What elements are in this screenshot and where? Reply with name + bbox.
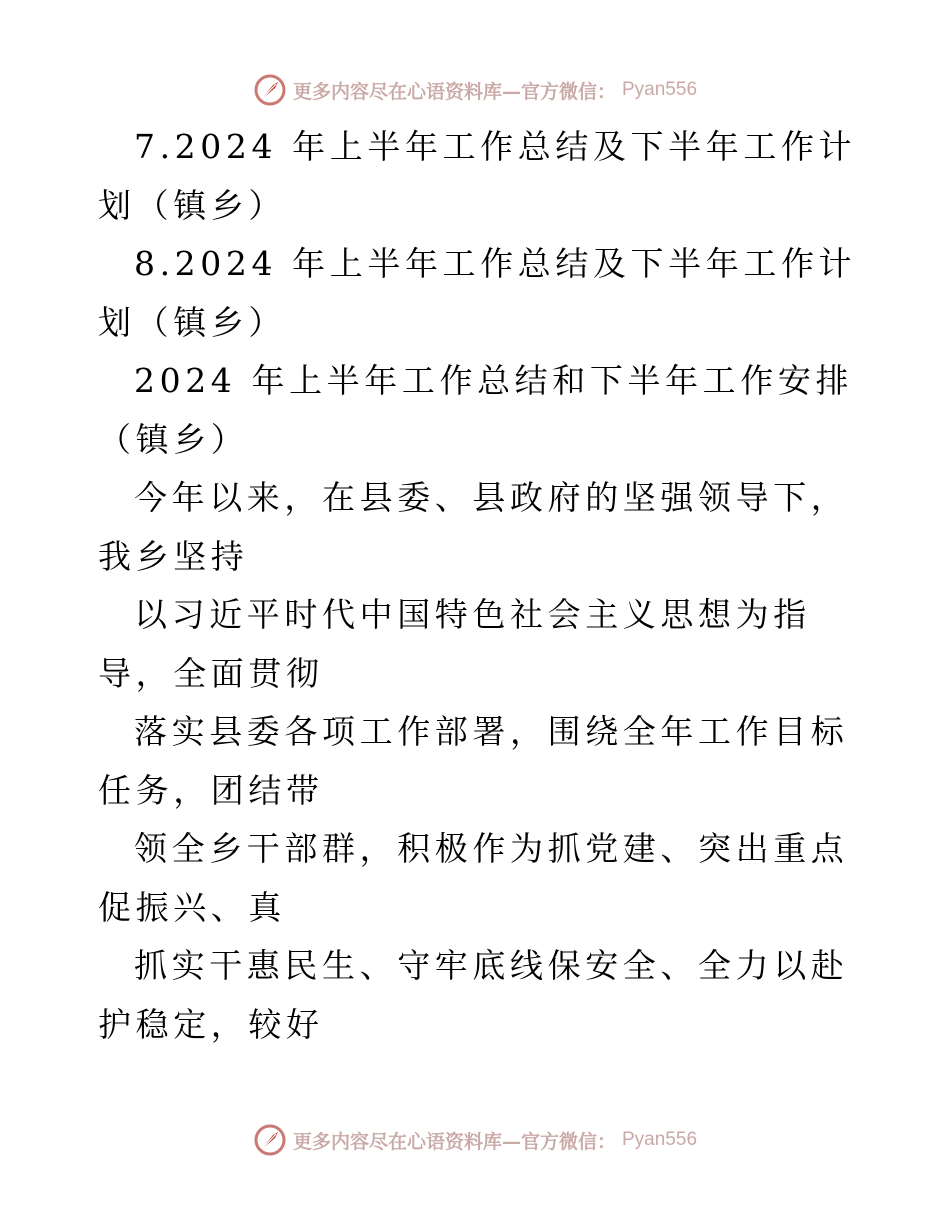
- footer-watermark: [0, 1120, 950, 1160]
- paragraph-title-7: 7.2024 年上半年工作总结及下半年工作计划（镇乡）: [98, 127, 857, 225]
- paragraph-body-5: 抓实干惠民生、守牢底线保安全、全力以赴护稳定，较好: [98, 946, 849, 1044]
- paragraph-title-8: 8.2024 年上半年工作总结及下半年工作计划（镇乡）: [98, 244, 857, 342]
- watermark-text: 更多内容尽在心语资料库—官方微信：: [292, 80, 616, 103]
- pen-nib-icon: [253, 73, 287, 107]
- pen-nib-icon: [253, 1123, 287, 1157]
- watermark-wechat-id: Pyan556: [622, 1129, 698, 1150]
- watermark-wechat-id: Pyan556: [622, 79, 698, 100]
- header-watermark: [0, 70, 950, 110]
- paragraph-body-4: 领全乡干部群，积极作为抓党建、突出重点促振兴、真: [98, 829, 849, 927]
- paragraph-body-3: 落实县委各项工作部署，围绕全年工作目标任务，团结带: [98, 712, 849, 810]
- watermark-text: 更多内容尽在心语资料库—官方微信：: [292, 1130, 616, 1153]
- document-body: [98, 118, 858, 1054]
- paragraph-body-1: 今年以来，在县委、县政府的坚强领导下，我乡坚持: [98, 478, 849, 576]
- paragraph-body-2: 以习近平时代中国特色社会主义思想为指导，全面贯彻: [98, 595, 811, 693]
- paragraph-document-title: 2024 年上半年工作总结和下半年工作安排（镇乡）: [98, 361, 854, 459]
